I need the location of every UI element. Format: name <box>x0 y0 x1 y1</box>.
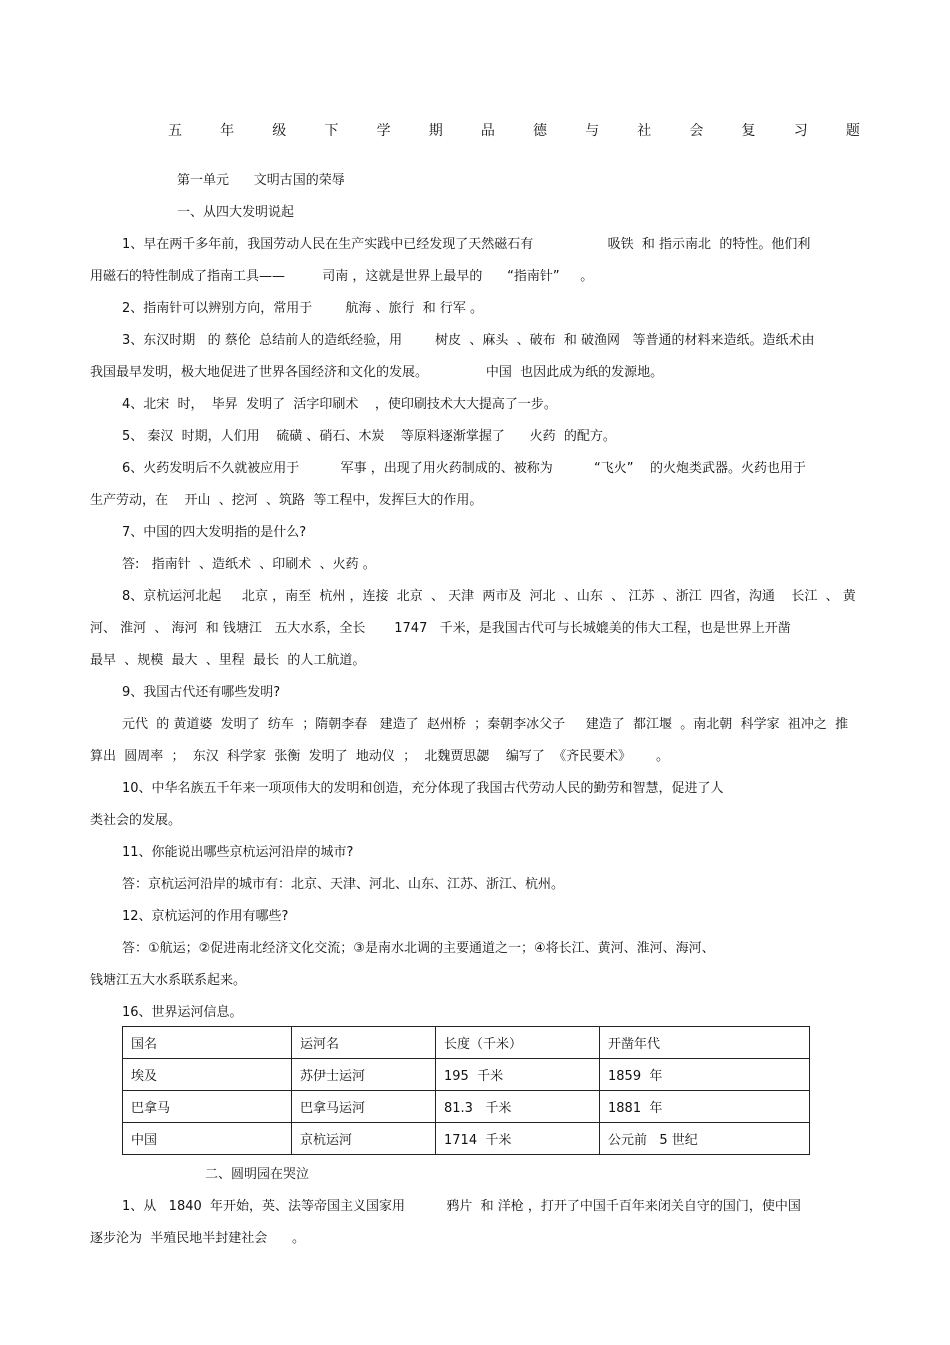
title-char: 德 <box>532 123 547 139</box>
title-char: 习 <box>793 123 808 139</box>
q12-question: 12、京杭运河的作用有哪些? <box>122 909 289 924</box>
section-heading-2: 二、圆明园在哭泣 <box>205 1167 310 1182</box>
title-char: 品 <box>480 123 495 139</box>
title-char: 下 <box>324 123 339 139</box>
title-char: 期 <box>428 123 443 139</box>
title-char: 学 <box>376 123 391 139</box>
table-header-cell: 长度（千米） <box>436 1027 600 1059</box>
q8-line-3: 最早 、规模 最大 、里程 最长 的人工航道。 <box>90 653 366 668</box>
title-char: 级 <box>272 123 287 139</box>
table-cell: 81.3 千米 <box>436 1091 600 1123</box>
q7-question: 7、中国的四大发明指的是什么? <box>122 525 307 540</box>
q11-answer: 答：京杭运河沿岸的城市有：北京、天津、河北、山东、江苏、浙江、杭州。 <box>122 877 565 892</box>
table-cell: 公元前 5 世纪 <box>600 1123 810 1155</box>
table-header-row <box>123 1027 810 1059</box>
q12-answer-2: 钱塘江五大水系联系起来。 <box>90 973 247 988</box>
title-char: 会 <box>689 123 704 139</box>
q10-line-2: 类社会的发展。 <box>90 813 182 828</box>
unit-heading: 第一单元 文明古国的荣辱 <box>177 173 345 188</box>
table-cell: 1881 年 <box>600 1091 810 1123</box>
q9-answer-1: 元代 的 黄道婆 发明了 纺车 ；隋朝李春 建造了 赵州桥 ；秦朝李冰父子 建造了 都江堰 。南北朝 科学家 祖冲之 推 <box>122 717 849 732</box>
table-row <box>123 1091 810 1123</box>
q3-line-2: 我国最早发明，极大地促进了世界各国经济和文化的发展。 中国 也因此成为纸的发源地。 <box>90 365 664 380</box>
q1-line-1: 1、早在两千多年前，我国劳动人民在生产实践中已经发现了天然磁石有 吸铁 和 指示南北 的特性。他们利 <box>122 237 811 252</box>
table-cell: 1714 千米 <box>436 1123 600 1155</box>
q9-question: 9、我国古代还有哪些发明? <box>122 685 281 700</box>
table-cell: 195 千米 <box>436 1059 600 1091</box>
table-cell: 中国 <box>123 1123 292 1155</box>
q6-line-1: 6、火药发明后不久就被应用于 军事 ，出现了用火药制成的、被称为 “飞火” 的火炮类武器。火药也用于 <box>122 461 807 476</box>
table-cell: 1859 年 <box>600 1059 810 1091</box>
q3-line-1: 3、东汉时期 的 蔡伦 总结前人的造纸经验，用 树皮 、麻头 、破布 和 破渔网 等普通的材料来造纸。造纸术由 <box>122 333 815 348</box>
title-char: 与 <box>585 123 600 139</box>
q16-question: 16、世界运河信息。 <box>122 1005 243 1020</box>
title-char: 社 <box>637 123 652 139</box>
table-header-cell: 开凿年代 <box>600 1027 810 1059</box>
title-char: 题 <box>845 123 860 139</box>
page-title <box>168 120 860 140</box>
q4-line: 4、北宋 时， 毕昇 发明了 活字印刷术 ，使印刷技术大大提高了一步。 <box>122 397 557 412</box>
q6-line-2: 生产劳动，在 开山 、挖河 、筑路 等工程中，发挥巨大的作用。 <box>90 493 483 508</box>
q7-answer: 答: 指南针 、造纸术 、印刷术 、火药 。 <box>122 557 376 572</box>
table-cell: 京杭运河 <box>292 1123 436 1155</box>
table-row <box>123 1123 810 1155</box>
table-header-cell: 国名 <box>123 1027 292 1059</box>
title-char: 年 <box>220 123 235 139</box>
q11-question: 11、你能说出哪些京杭运河沿岸的城市? <box>122 845 354 860</box>
table-cell: 埃及 <box>123 1059 292 1091</box>
table-cell: 苏伊士运河 <box>292 1059 436 1091</box>
title-char: 复 <box>741 123 756 139</box>
q9-answer-2: 算出 圆周率 ； 东汉 科学家 张衡 发明了 地动仪 ； 北魏贾思勰 编写了 《齐民要术》 。 <box>90 749 669 764</box>
table-cell: 巴拿马运河 <box>292 1091 436 1123</box>
table-cell: 巴拿马 <box>123 1091 292 1123</box>
q8-line-2: 河、 淮河 、 海河 和 钱塘江 五大水系，全长 1747 千米，是我国古代可与长城媲美的伟大工程，也是世界上开凿 <box>90 621 791 636</box>
q12-answer-1: 答：①航运；②促进南北经济文化交流；③是南水北调的主要通道之一；④将长江、黄河、淮河、海河、 <box>122 941 715 956</box>
q1-line-2: 用磁石的特性制成了指南工具—— 司南 ，这就是世界上最早的 “指南针” 。 <box>90 269 594 284</box>
section-heading-1: 一、从四大发明说起 <box>177 205 295 220</box>
q8-line-1: 8、京杭运河北起 北京 ，南至 杭州 ，连接 北京 、 天津 两市及 河北 、山东 、 江苏 、浙江 四省，沟通 长江 、 黄 <box>122 589 856 604</box>
s2-q1-line-1: 1、从 1840 年开始，英、法等帝国主义国家用 鸦片 和 洋枪 ，打开了中国千百年来闭关自守的国门，使中国 <box>122 1199 801 1214</box>
table-row <box>123 1059 810 1091</box>
title-char: 五 <box>168 123 182 139</box>
world-canals-table <box>122 1026 810 1155</box>
q10-line-1: 10、中华名族五千年来一项项伟大的发明和创造，充分体现了我国古代劳动人民的勤劳和智慧，促进了人 <box>122 781 724 796</box>
q5-line: 5、 秦汉 时期，人们用 硫磺 、硝石、木炭 等原料逐渐掌握了 火药 的配方。 <box>122 429 616 444</box>
table-header-cell: 运河名 <box>292 1027 436 1059</box>
s2-q1-line-2: 逐步沦为 半殖民地半封建社会 。 <box>90 1231 306 1246</box>
q2-line: 2、指南针可以辨别方向，常用于 航海 、旅行 和 行军 。 <box>122 301 483 316</box>
